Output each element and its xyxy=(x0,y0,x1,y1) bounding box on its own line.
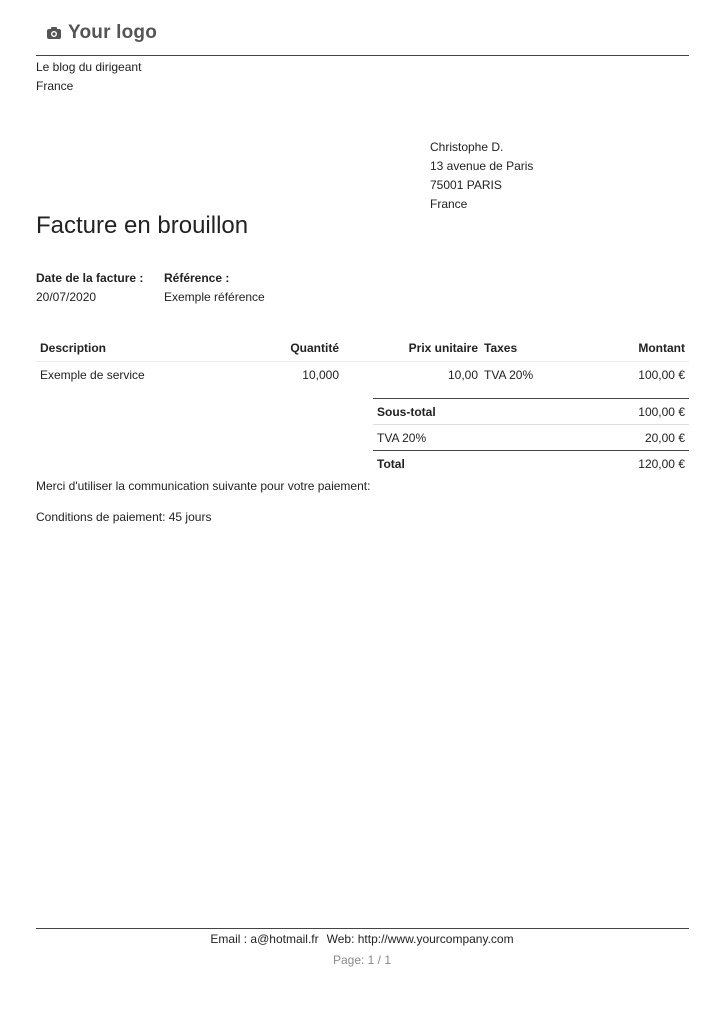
client-country: France xyxy=(430,197,468,211)
line-description: Exemple de service xyxy=(40,368,145,382)
client-street: 13 avenue de Paris xyxy=(430,159,534,173)
subtotal-value: 100,00 € xyxy=(638,405,685,419)
header-taxes: Taxes xyxy=(484,341,518,355)
header-divider xyxy=(36,55,689,56)
footer-web[interactable]: Web: http://www.yourcompany.com xyxy=(326,932,514,946)
company-country: France xyxy=(36,79,74,93)
line-quantity: 10,000 xyxy=(302,368,339,382)
page-title: Facture en brouillon xyxy=(36,212,249,239)
header-quantity: Quantité xyxy=(290,341,339,355)
reference-block xyxy=(164,269,265,307)
invoice-date-label: Date de la facture : xyxy=(36,271,144,285)
page-number: Page: 1 / 1 xyxy=(332,953,392,967)
client-address xyxy=(430,138,533,214)
line-amount: 100,00 € xyxy=(638,368,685,382)
footer-email: Email : a@hotmail.fr xyxy=(210,932,319,946)
subtotal-label: Sous-total xyxy=(377,405,436,419)
footer-divider xyxy=(36,928,689,929)
total-row xyxy=(373,450,689,476)
line-unit-price: 10,00 xyxy=(447,368,478,382)
header-unit-price: Prix unitaire xyxy=(408,341,478,355)
client-city: 75001 PARIS xyxy=(430,178,502,192)
company-logo xyxy=(46,22,157,44)
tax-row xyxy=(373,424,689,450)
table-header-row xyxy=(36,336,689,362)
company-name: Le blog du dirigeant xyxy=(36,60,142,74)
logo-text: Your logo xyxy=(68,22,158,43)
total-value: 120,00 € xyxy=(638,457,685,471)
company-address xyxy=(36,58,141,96)
invoice-date-value: 20/07/2020 xyxy=(36,290,97,304)
header-amount: Montant xyxy=(638,341,685,355)
header-description: Description xyxy=(40,341,107,355)
tax-label: TVA 20% xyxy=(377,431,427,445)
total-label: Total xyxy=(377,457,405,471)
invoice-date-block xyxy=(36,269,143,307)
subtotal-row xyxy=(373,398,689,424)
footer-contact xyxy=(0,931,724,947)
payment-note: Merci d'utiliser la communication suivante pour votre paiement: xyxy=(36,479,371,493)
totals-table xyxy=(373,398,689,476)
reference-label: Référence : xyxy=(164,271,230,285)
payment-terms: Conditions de paiement: 45 jours xyxy=(36,510,212,524)
line-taxes: TVA 20% xyxy=(484,368,534,382)
reference-value: Exemple référence xyxy=(164,290,265,304)
tax-value: 20,00 € xyxy=(644,431,685,445)
camera-icon xyxy=(46,25,62,41)
table-row xyxy=(36,363,689,388)
client-name: Christophe D. xyxy=(430,140,504,154)
